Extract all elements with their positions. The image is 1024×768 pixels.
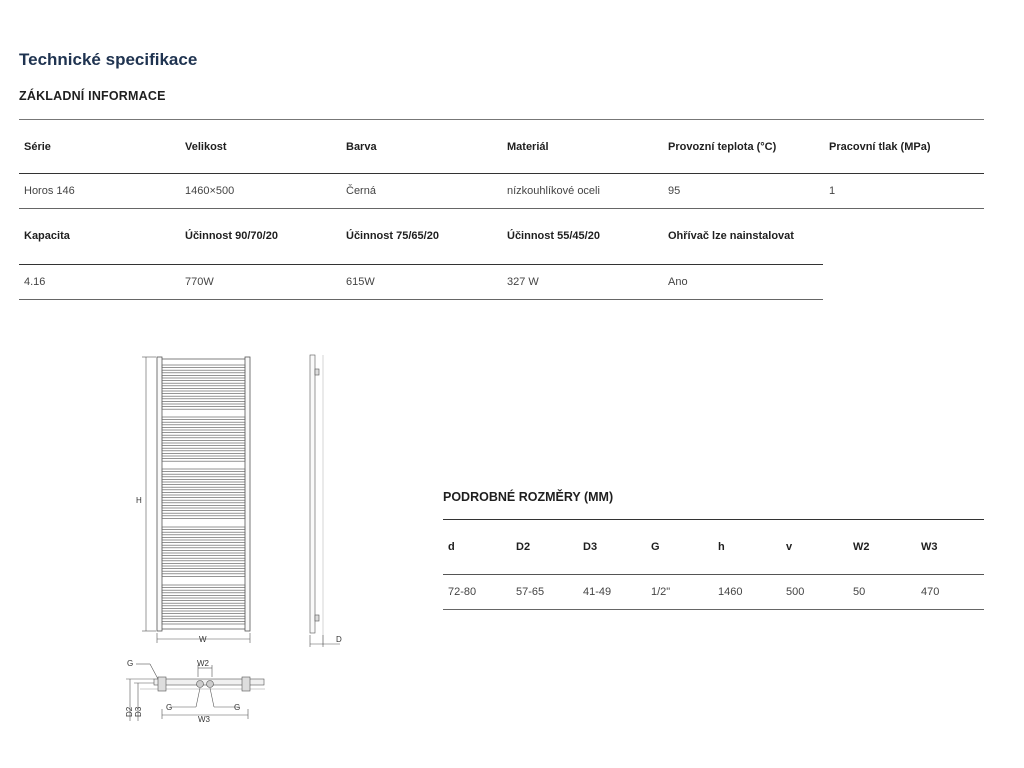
- thread-top-label: G: [127, 659, 134, 668]
- rung: [162, 365, 245, 368]
- rung: [162, 621, 245, 624]
- rung: [162, 381, 245, 384]
- rung: [162, 495, 245, 498]
- rung: [162, 590, 245, 593]
- header-capacity: Kapacita: [19, 209, 180, 264]
- header-series: Série: [19, 120, 180, 174]
- header-efficiency-55-45-20: Účinnost 55/45/20: [502, 209, 663, 264]
- rung: [162, 616, 245, 619]
- radiator-rungs: [162, 365, 245, 624]
- header-d: d: [443, 520, 511, 575]
- thread-right-label: G: [234, 703, 241, 712]
- header-size: Velikost: [180, 120, 341, 174]
- rung: [162, 611, 245, 614]
- rung: [162, 485, 245, 488]
- rung: [162, 417, 245, 420]
- header-heater-installable: Ohřívač lze nainstalovat: [663, 209, 823, 264]
- rung: [162, 479, 245, 482]
- value-working-pressure: 1: [824, 174, 984, 209]
- header-h: h: [713, 520, 781, 575]
- rung: [162, 606, 245, 609]
- rung: [162, 401, 245, 404]
- rung: [162, 558, 245, 561]
- header-v: v: [781, 520, 848, 575]
- rung: [162, 391, 245, 394]
- rung: [162, 448, 245, 451]
- rung: [162, 516, 245, 519]
- w2-label: W2: [197, 659, 209, 668]
- value-heater-installable: Ano: [663, 264, 823, 299]
- dimensions-title: PODROBNÉ ROZMĚRY (MM): [443, 490, 614, 504]
- value-d2: 57-65: [511, 575, 578, 610]
- rung: [162, 453, 245, 456]
- value-efficiency-90-70-20: 770W: [180, 264, 341, 299]
- table-row: [19, 174, 984, 209]
- rung: [162, 386, 245, 389]
- value-series: Horos 146: [19, 174, 180, 209]
- rung: [162, 595, 245, 598]
- header-d3: D3: [578, 520, 646, 575]
- dimensions-table: [443, 519, 984, 610]
- table-header-row: [19, 120, 984, 174]
- rung: [162, 532, 245, 535]
- header-efficiency-75-65-20: Účinnost 75/65/20: [341, 209, 502, 264]
- header-w2: W2: [848, 520, 916, 575]
- rung: [162, 585, 245, 588]
- header-g: G: [646, 520, 713, 575]
- rung: [162, 563, 245, 566]
- rung: [162, 474, 245, 477]
- header-material: Materiál: [502, 120, 663, 174]
- width-label: W: [199, 635, 207, 644]
- table-row: [19, 264, 823, 299]
- header-working-pressure: Pracovní tlak (MPa): [824, 120, 984, 174]
- rung: [162, 433, 245, 436]
- value-v: 500: [781, 575, 848, 610]
- basic-info-title: ZÁKLADNÍ INFORMACE: [19, 89, 166, 103]
- rung: [162, 511, 245, 514]
- value-h: 1460: [713, 575, 781, 610]
- value-d3: 41-49: [578, 575, 646, 610]
- header-d2: D2: [511, 520, 578, 575]
- value-efficiency-55-45-20: 327 W: [502, 264, 663, 299]
- page-title: Technické specifikace: [19, 50, 198, 69]
- rung: [162, 527, 245, 530]
- value-d: 72-80: [443, 575, 511, 610]
- value-w2: 50: [848, 575, 916, 610]
- value-color: Černá: [341, 174, 502, 209]
- d2-label: D2: [125, 706, 134, 717]
- rung: [162, 422, 245, 425]
- value-material: nízkouhlíkové oceli: [502, 174, 663, 209]
- rung: [162, 543, 245, 546]
- height-label: H: [136, 496, 142, 505]
- value-g: 1/2": [646, 575, 713, 610]
- rung: [162, 569, 245, 572]
- radiator-technical-drawing: [110, 345, 370, 735]
- header-color: Barva: [341, 120, 502, 174]
- rung: [162, 490, 245, 493]
- value-size: 1460×500: [180, 174, 341, 209]
- table-header-row: [19, 209, 823, 264]
- rung: [162, 505, 245, 508]
- thread-left-label: G: [166, 703, 173, 712]
- header-operating-temp: Provozní teplota (°C): [663, 120, 824, 174]
- value-w3: 470: [916, 575, 984, 610]
- value-operating-temp: 95: [663, 174, 824, 209]
- header-w3: W3: [916, 520, 984, 575]
- rung: [162, 459, 245, 462]
- rung: [162, 407, 245, 410]
- rung: [162, 574, 245, 577]
- rung: [162, 548, 245, 551]
- rung: [162, 537, 245, 540]
- rung: [162, 370, 245, 373]
- basic-info-table-2: [19, 209, 823, 300]
- rung: [162, 427, 245, 430]
- rung: [162, 500, 245, 503]
- rung: [162, 396, 245, 399]
- w3-label: W3: [198, 715, 210, 724]
- value-capacity: 4.16: [19, 264, 180, 299]
- basic-info-table-1: [19, 119, 984, 209]
- depth-label: D: [336, 635, 342, 644]
- value-efficiency-75-65-20: 615W: [341, 264, 502, 299]
- rung: [162, 375, 245, 378]
- header-efficiency-90-70-20: Účinnost 90/70/20: [180, 209, 341, 264]
- table-row: [443, 575, 984, 610]
- rung: [162, 443, 245, 446]
- rung: [162, 438, 245, 441]
- rung: [162, 469, 245, 472]
- rung: [162, 553, 245, 556]
- rung: [162, 601, 245, 604]
- d3-label: D3: [134, 706, 143, 717]
- table-header-row: [443, 520, 984, 575]
